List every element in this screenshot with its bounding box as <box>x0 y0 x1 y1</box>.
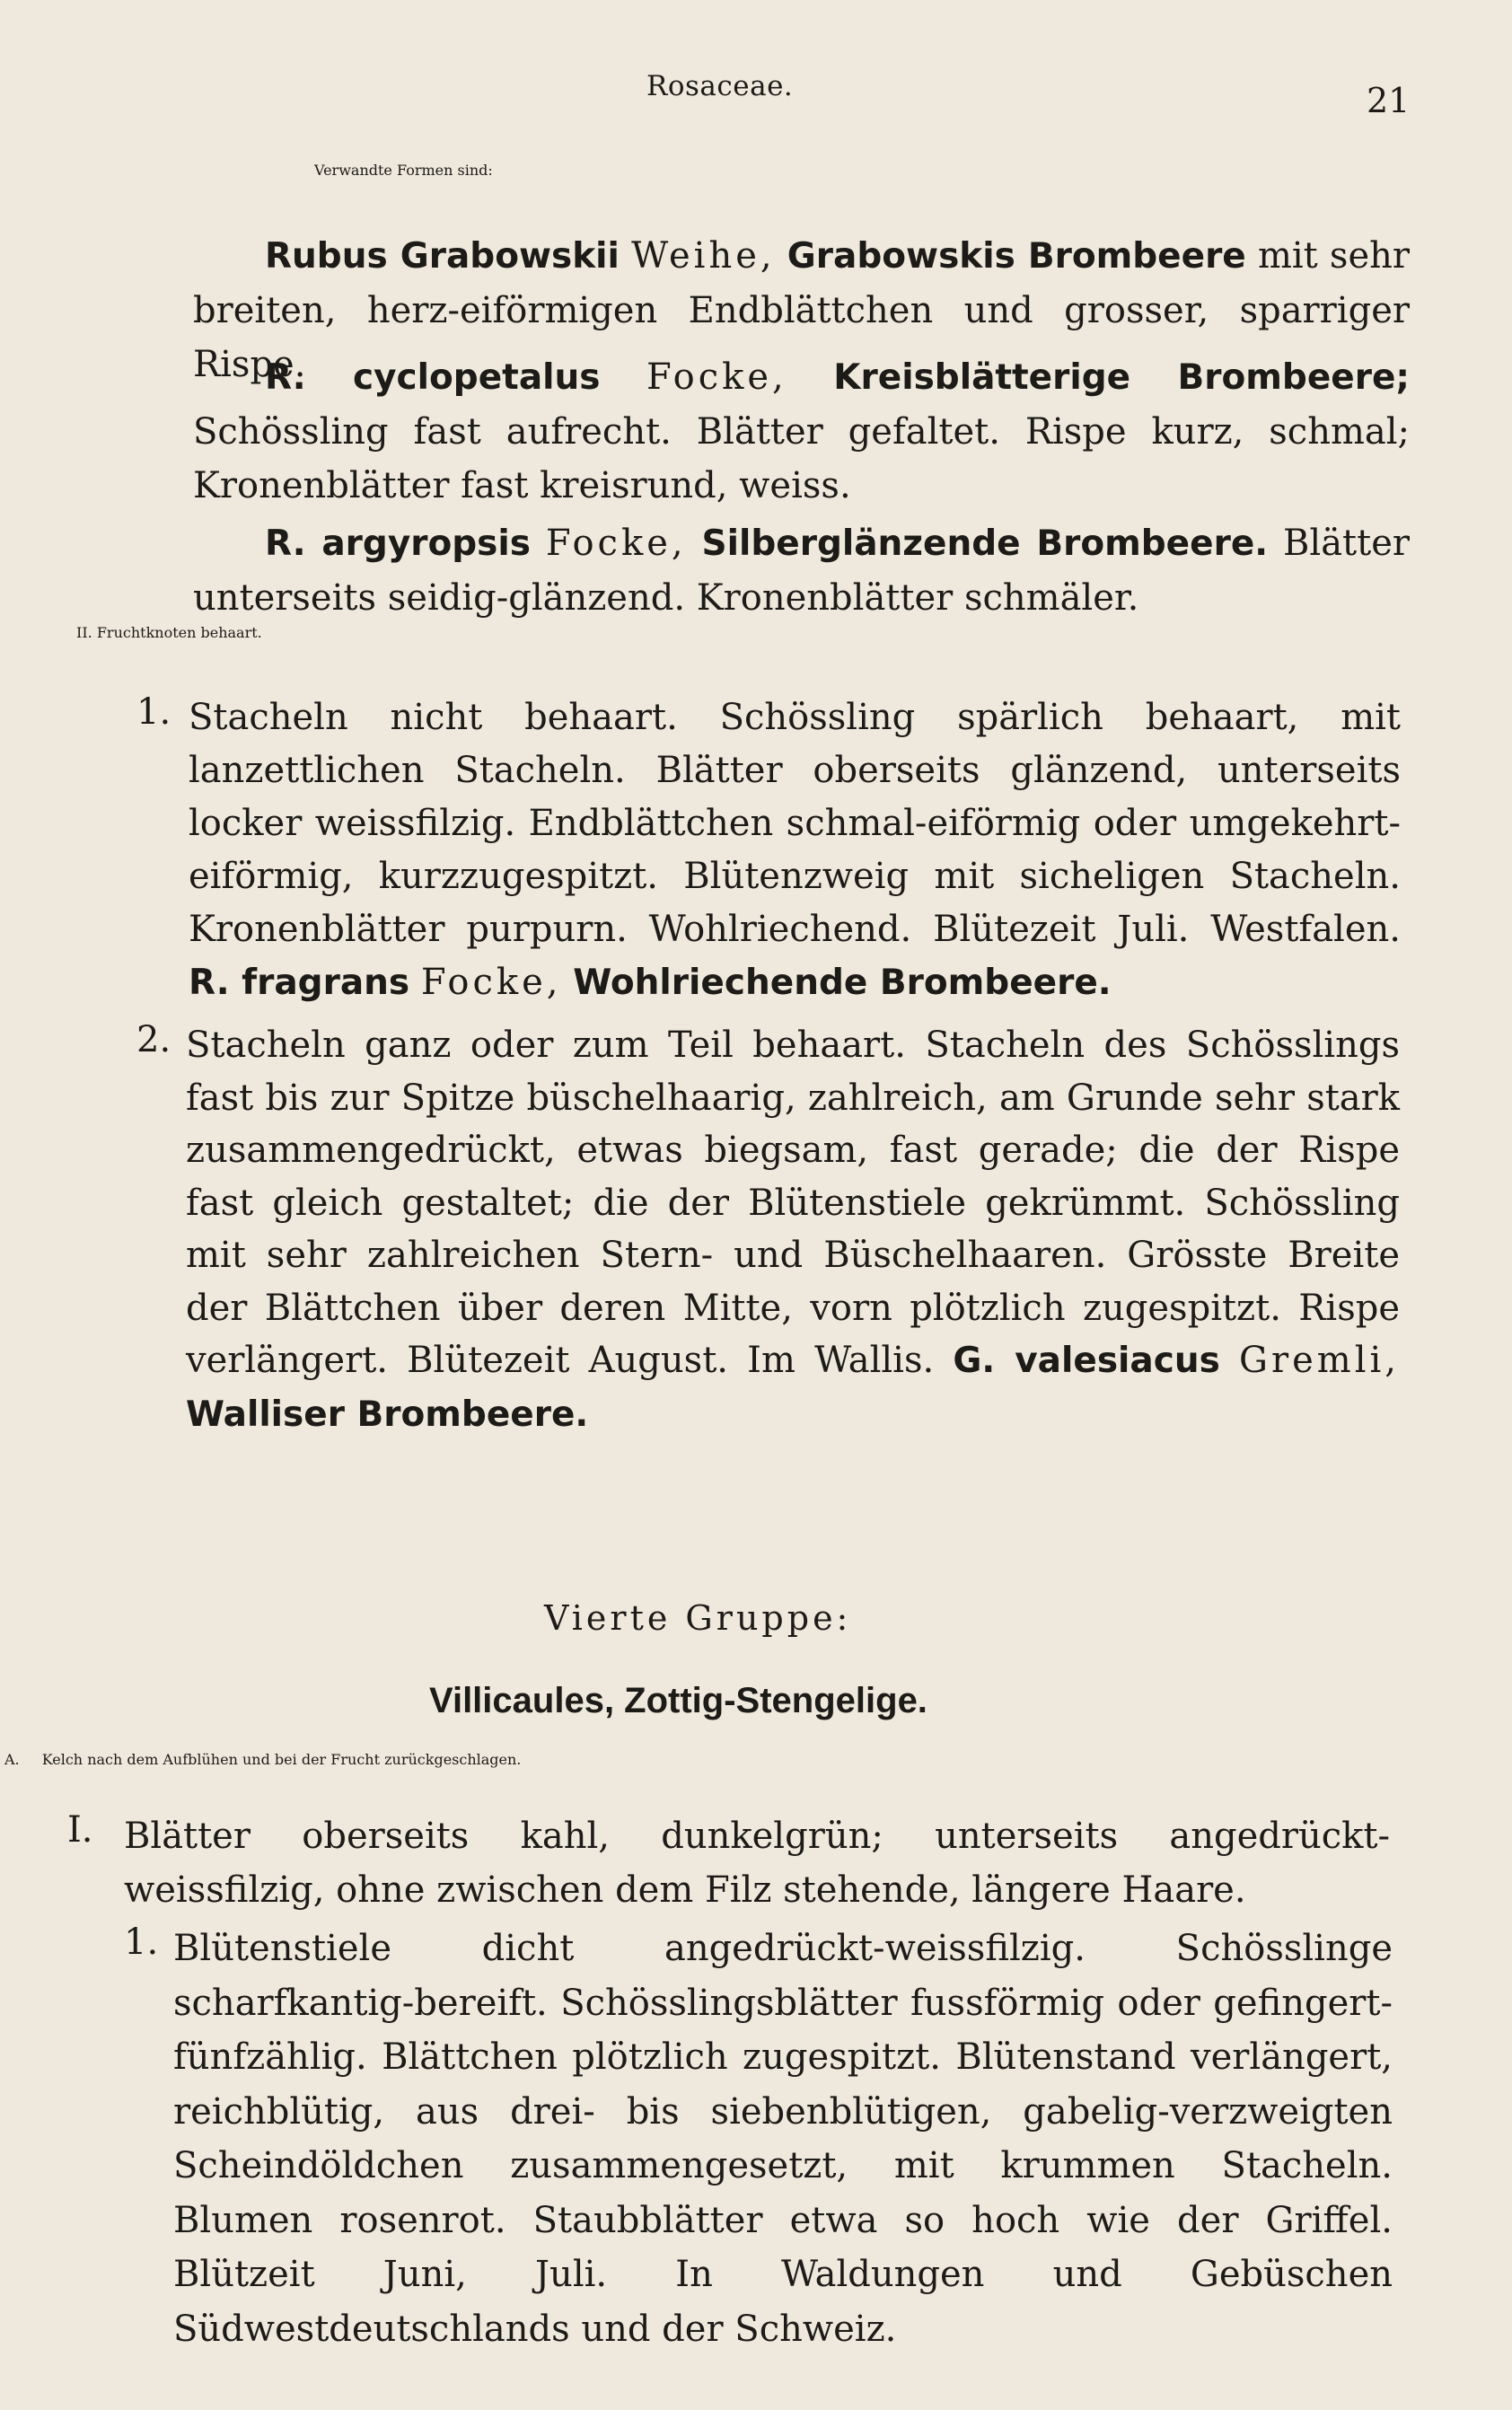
group-title: Villicaules, Zottig-Stengelige. <box>429 1681 927 1720</box>
common-name: Grabowskis Brombeere <box>787 236 1246 277</box>
species-name: G. valesiacus <box>953 1341 1220 1381</box>
species-name: R. argyropsis <box>265 523 531 564</box>
intro-line <box>314 162 1122 179</box>
species-author: Focke, <box>420 962 562 1003</box>
item-number: 2. <box>136 1019 171 1060</box>
common-name: Kreisblätterige Brombeere; <box>833 357 1410 398</box>
item-fragrans <box>189 691 1401 1009</box>
common-name: Silberglänzende Brombeere. <box>701 523 1269 564</box>
section-text: Blätter oberseits kahl, dunkelgrün; unterseits angedrückt-weissfilzig, ohne zwischen dem Filz stehende, längere Haare. <box>124 1816 1390 1911</box>
species-author: Focke, <box>545 523 687 564</box>
item-number: 1. <box>136 691 171 733</box>
section-label: A. <box>4 1751 20 1768</box>
species-author: Weihe, <box>631 235 776 277</box>
species-name: R. cyclopetalus <box>265 357 601 398</box>
item-description: Stacheln nicht behaart. Schössling spärlich behaart, mit lanzettlichen Stacheln. Blätter oberseits glänzend, unterseits locker weissfilzig. Endblättchen schmal-eiförmig oder umgekehrt-eiförmig, kurzzugespitzt. Blütenzweig mit sicheligen Stacheln. Kronenblätter purpurn. Wohlriechend. Blütezeit Juli. Westfalen. <box>189 697 1401 950</box>
species-name: Rubus Grabowskii <box>265 236 620 277</box>
species-description: mit sehr breiten, herz-eiförmigen Endblättchen und grosser, sparriger Rispe. <box>193 235 1411 385</box>
form-argyropsis <box>193 516 1410 625</box>
species-name: R. fragrans <box>189 963 410 1003</box>
form-cyclopetalus <box>193 350 1410 513</box>
section-II <box>76 624 1333 641</box>
section-A <box>4 1751 1405 1768</box>
species-author: Gremli, <box>1239 1340 1400 1381</box>
item-description: Stacheln ganz oder zum Teil behaart. Stacheln des Schösslings fast bis zur Spitze büschelhaarig, zahlreich, am Grunde sehr stark zusammengedrückt, etwas biegsam, fast gerade; die der Rispe fast gleich gestaltet; die der Blütenstiele gekrümmt. Schössling mit sehr zahlreichen Stern- und Büschelhaaren. Grösste Breite der Blättchen über deren Mitte, vorn plötzlich zugespitzt. Rispe verlängert. Blütezeit August. Im Wallis. <box>186 1025 1400 1381</box>
species-author: Focke, <box>646 356 787 398</box>
running-header: Rosaceae. <box>646 70 794 102</box>
section-label: I. <box>67 1809 93 1851</box>
species-description: Schössling fast aufrecht. Blätter gefaltet. Rispe kurz, schmal; Kronenblätter fast kreisrund, weiss. <box>193 411 1410 506</box>
section-text: Fruchtknoten behaart. <box>96 624 262 641</box>
page-number: 21 <box>1367 81 1411 120</box>
section-I <box>124 1809 1390 1917</box>
item-description: Blütenstiele dicht angedrückt-weissfilzig. Schösslinge scharfkantig-bereift. Schösslingsblätter fussförmig oder gefingert-fünfzählig. Blättchen plötzlich zugespitzt. Blütenstand verlängert, reichblütig, aus drei- bis siebenblütigen, gabelig-verzweigten Scheindöldchen zusammengesetzt, mit krummen Stacheln. Blumen rosenrot. Staubblätter etwa so hoch wie der Griffel. Blützeit Juni, Juli. In Waldungen und Gebüschen Südwestdeutschlands und der Schweiz. <box>173 1928 1393 2350</box>
section-label: II. <box>76 624 92 641</box>
item-number: 1. <box>124 1922 159 1963</box>
intro-text: Verwandte Formen sind: <box>314 162 493 179</box>
group-heading: Vierte Gruppe: <box>544 1598 852 1638</box>
item-blutenstiele <box>173 1922 1393 2356</box>
common-name: Wohlriechende Brombeere. <box>573 963 1112 1003</box>
item-valesiacus <box>186 1019 1400 1441</box>
species-description: Blätter unterseits seidig-glänzend. Kronenblätter schmäler. <box>193 523 1410 619</box>
section-text: Kelch nach dem Aufblühen und bei der Frucht zurückgeschlagen. <box>41 1751 522 1768</box>
common-name: Walliser Brombeere. <box>186 1394 589 1435</box>
